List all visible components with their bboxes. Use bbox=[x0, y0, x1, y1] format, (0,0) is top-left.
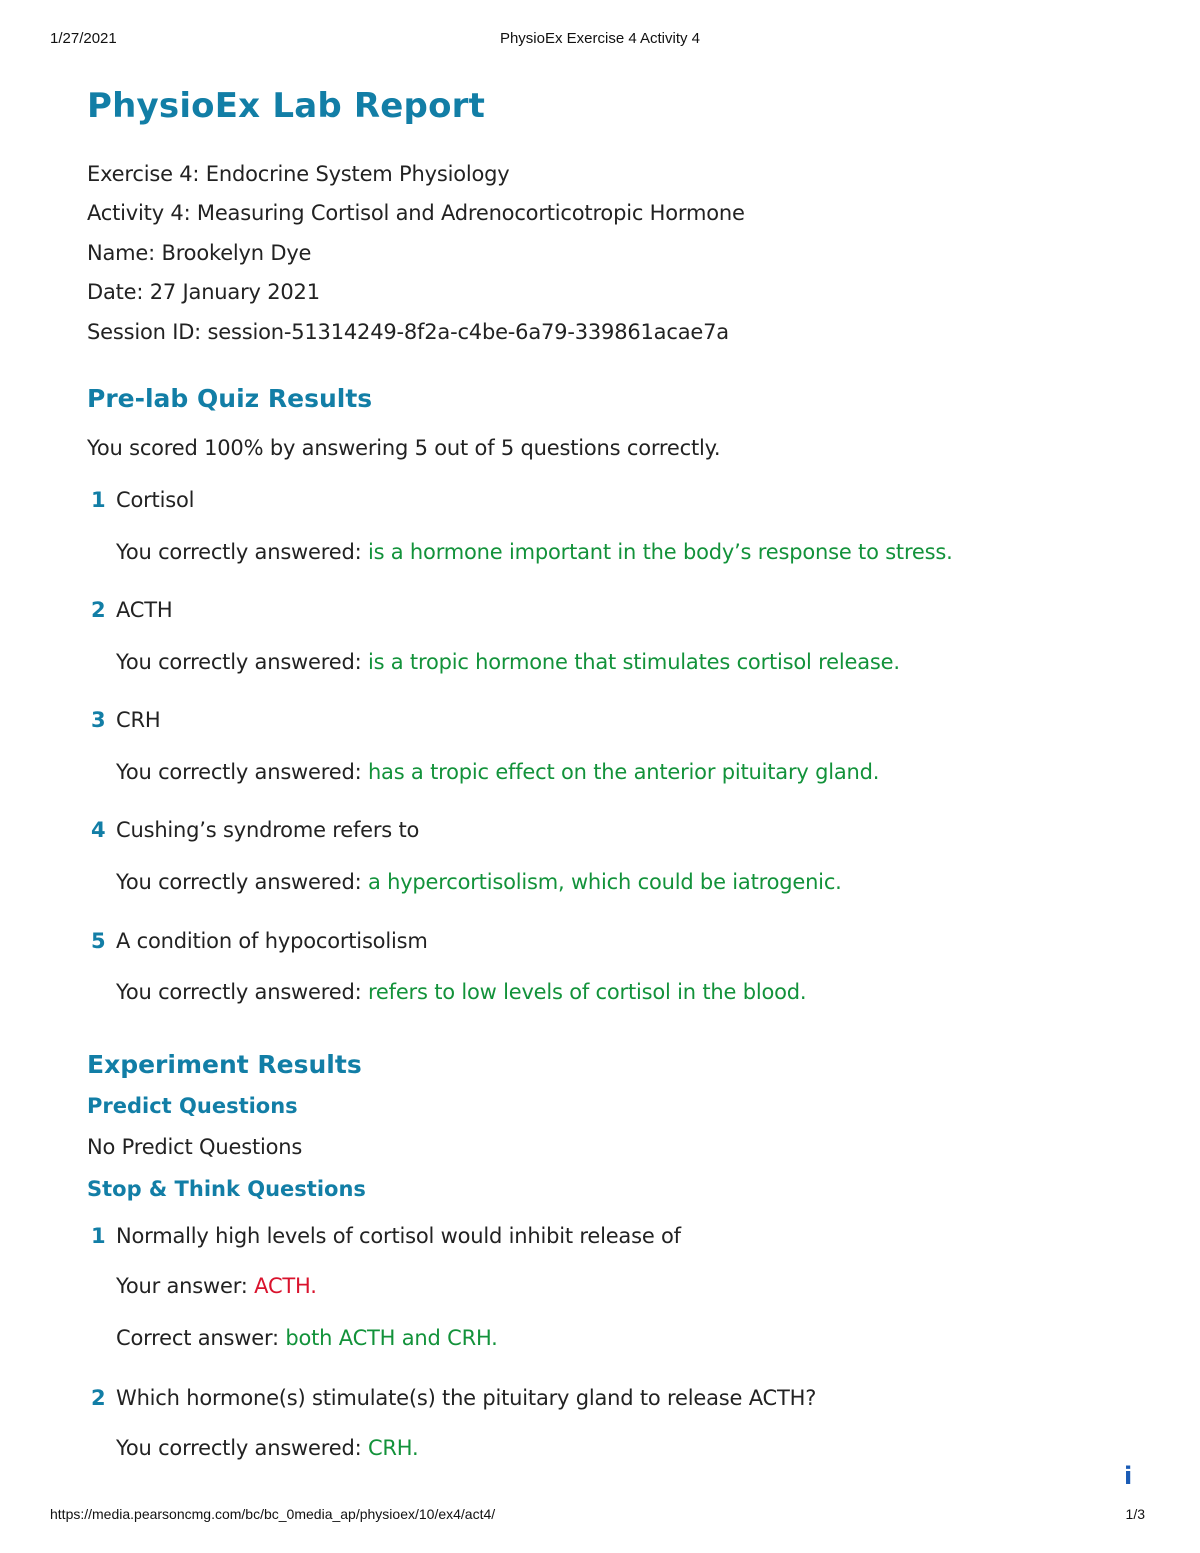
answer-label: You correctly answered: bbox=[116, 650, 362, 674]
correct-answer: is a tropic hormone that stimulates cortisol release. bbox=[367, 650, 900, 674]
question-number: 1 bbox=[91, 488, 106, 512]
question-number: 2 bbox=[91, 1386, 106, 1410]
question-number: 3 bbox=[91, 708, 106, 732]
report-title: PhysioEx Lab Report bbox=[87, 86, 486, 126]
exercise-line: Exercise 4: Endocrine System Physiology bbox=[87, 162, 510, 186]
prelab-heading: Pre-lab Quiz Results bbox=[87, 384, 373, 413]
question-text: ACTH bbox=[116, 598, 173, 622]
correct-answer: CRH. bbox=[367, 1436, 419, 1460]
your-answer-line bbox=[116, 1274, 317, 1298]
prelab-score: You scored 100% by answering 5 out of 5 questions correctly. bbox=[87, 436, 721, 460]
question-text: Cushing’s syndrome refers to bbox=[116, 818, 420, 842]
print-date: 1/27/2021 bbox=[50, 30, 117, 47]
question-number: 5 bbox=[91, 929, 106, 953]
page-number: 1/3 bbox=[1125, 1506, 1145, 1522]
correct-answer-line bbox=[116, 1326, 498, 1350]
date-line: Date: 27 January 2021 bbox=[87, 280, 320, 304]
answer-line bbox=[116, 760, 879, 784]
question-number: 4 bbox=[91, 818, 106, 842]
question-text: Cortisol bbox=[116, 488, 195, 512]
correct-answer: a hypercortisolism, which could be iatrogenic. bbox=[367, 870, 842, 894]
question-text: Which hormone(s) stimulate(s) the pituitary gland to release ACTH? bbox=[116, 1386, 817, 1410]
name-line: Name: Brookelyn Dye bbox=[87, 241, 312, 265]
stop-think-heading: Stop & Think Questions bbox=[87, 1177, 366, 1201]
correct-answer: both ACTH and CRH. bbox=[285, 1326, 498, 1350]
answer-line bbox=[116, 980, 806, 1004]
question-number: 1 bbox=[91, 1224, 106, 1248]
correct-answer: refers to low levels of cortisol in the blood. bbox=[367, 980, 807, 1004]
answer-line bbox=[116, 650, 900, 674]
predict-none: No Predict Questions bbox=[87, 1135, 303, 1159]
answer-line bbox=[116, 870, 842, 894]
answer-label: You correctly answered: bbox=[116, 760, 362, 784]
question-number: 2 bbox=[91, 598, 106, 622]
answer-line bbox=[116, 1436, 419, 1460]
correct-answer: is a hormone important in the body’s response to stress. bbox=[367, 540, 953, 564]
info-icon[interactable]: i bbox=[1124, 1462, 1133, 1490]
answer-line bbox=[116, 540, 953, 564]
page-url: https://media.pearsoncmg.com/bc/bc_0media_ap/physioex/10/ex4/act4/ bbox=[50, 1506, 496, 1522]
your-answer-label: Your answer: bbox=[116, 1274, 248, 1298]
answer-label: You correctly answered: bbox=[116, 980, 362, 1004]
incorrect-answer: ACTH. bbox=[254, 1274, 317, 1298]
answer-label: You correctly answered: bbox=[116, 1436, 362, 1460]
correct-answer: has a tropic effect on the anterior pituitary gland. bbox=[367, 760, 880, 784]
predict-heading: Predict Questions bbox=[87, 1094, 298, 1118]
answer-label: You correctly answered: bbox=[116, 540, 362, 564]
session-line: Session ID: session-51314249-8f2a-c4be-6a79-339861acae7a bbox=[87, 320, 729, 344]
answer-label: You correctly answered: bbox=[116, 870, 362, 894]
question-text: A condition of hypocortisolism bbox=[116, 929, 428, 953]
print-title: PhysioEx Exercise 4 Activity 4 bbox=[499, 30, 701, 47]
activity-line: Activity 4: Measuring Cortisol and Adrenocorticotropic Hormone bbox=[87, 201, 745, 225]
question-text: CRH bbox=[116, 708, 161, 732]
question-text: Normally high levels of cortisol would inhibit release of bbox=[116, 1224, 681, 1248]
correct-answer-label: Correct answer: bbox=[116, 1326, 279, 1350]
experiment-heading: Experiment Results bbox=[87, 1050, 362, 1079]
